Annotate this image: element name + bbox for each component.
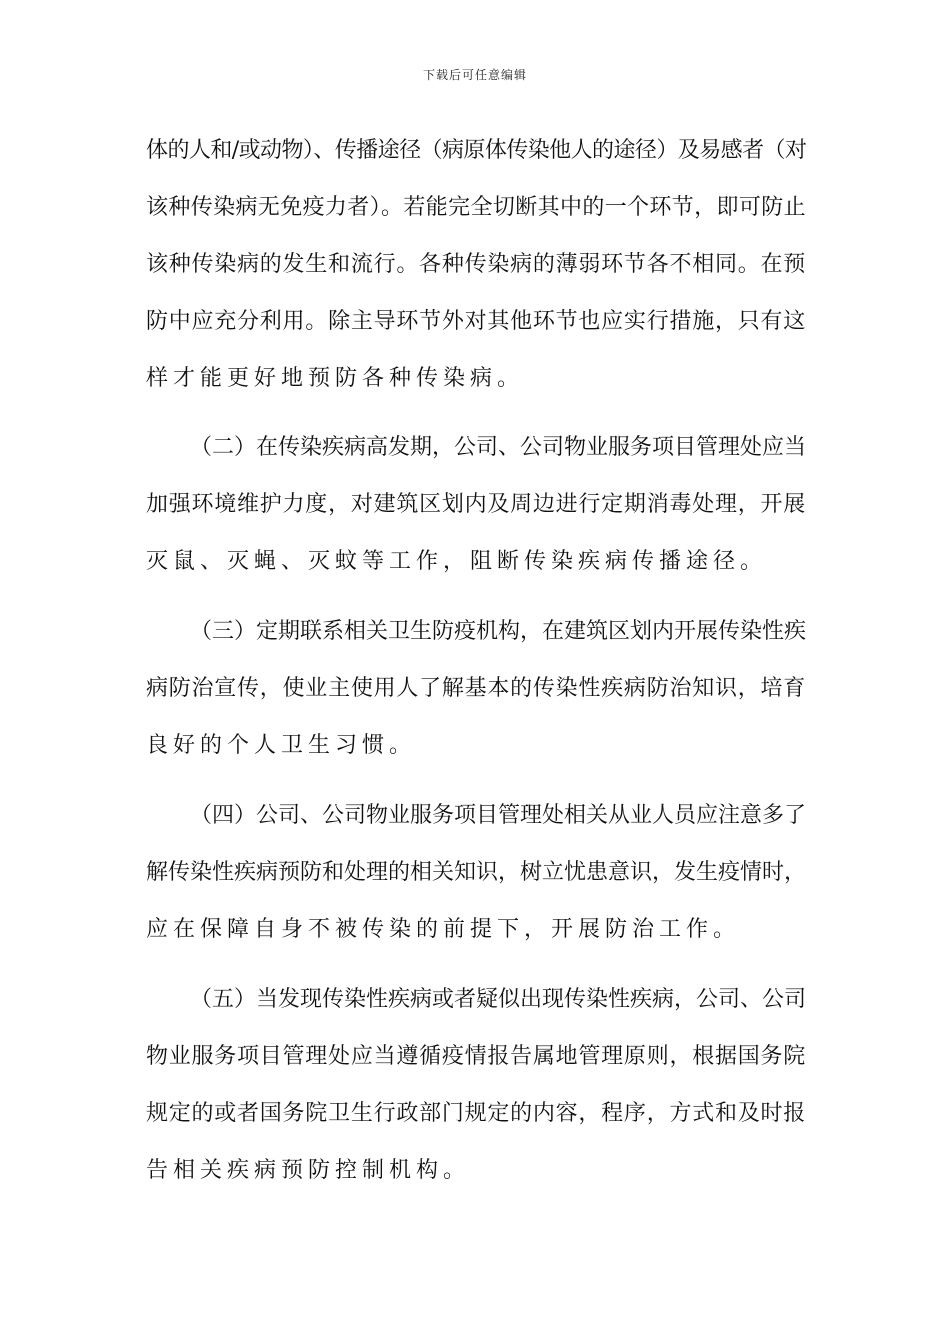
paragraph-4-line: （四）公司、公司物业服务项目管理处相关从业人员应注意多了 — [190, 803, 807, 828]
paragraph-5-line: （五）当发现传染性疾病或者疑似出现传染性疾病，公司、公司 — [190, 987, 807, 1012]
text-line: 应在保障自身不被传染的前提下，开展防治工作。 — [146, 917, 741, 942]
paragraph-3-line: （三）定期联系相关卫生防疫机构，在建筑区划内开展传染性疾 — [190, 619, 807, 644]
text-line: 规定的或者国务院卫生行政部门规定的内容，程序，方式和及时报 — [146, 1101, 807, 1126]
paragraph-2-line: （二）在传染疾病高发期，公司、公司物业服务项目管理处应当 — [190, 435, 807, 460]
text-line: 物业服务项目管理处应当遵循疫情报告属地管理原则，根据国务院 — [146, 1044, 807, 1069]
text-line: 加强环境维护力度，对建筑区划内及周边进行定期消毒处理，开展 — [146, 492, 807, 517]
text-line: 防中应充分利用。除主导环节外对其他环节也应实行措施，只有这 — [146, 309, 807, 334]
text-line: 该种传染病的发生和流行。各种传染病的薄弱环节各不相同。在预 — [146, 252, 807, 277]
text-line: 告相关疾病预防控制机构。 — [146, 1158, 471, 1183]
text-line: 样才能更好地预防各种传染病。 — [146, 366, 525, 391]
page-header: 下载后可任意编辑 — [422, 68, 527, 82]
text-line: 体的人和/或动物）、传播途径（病原体传染他人的途径）及易感者（对 — [146, 138, 807, 163]
text-line: 病防治宣传，使业主使用人了解基本的传染性疾病防治知识，培育 — [146, 676, 807, 701]
text-line: 解传染性疾病预防和处理的相关知识，树立忧患意识，发生疫情时， — [146, 860, 807, 885]
text-line: 该种传染病无免疫力者）。若能完全切断其中的一个环节，即可防止 — [146, 195, 807, 220]
text-line: 灭鼠、灭蝇、灭蚊等工作，阻断传染疾病传播途径。 — [146, 549, 768, 574]
text-line: 良好的个人卫生习惯。 — [146, 733, 417, 758]
